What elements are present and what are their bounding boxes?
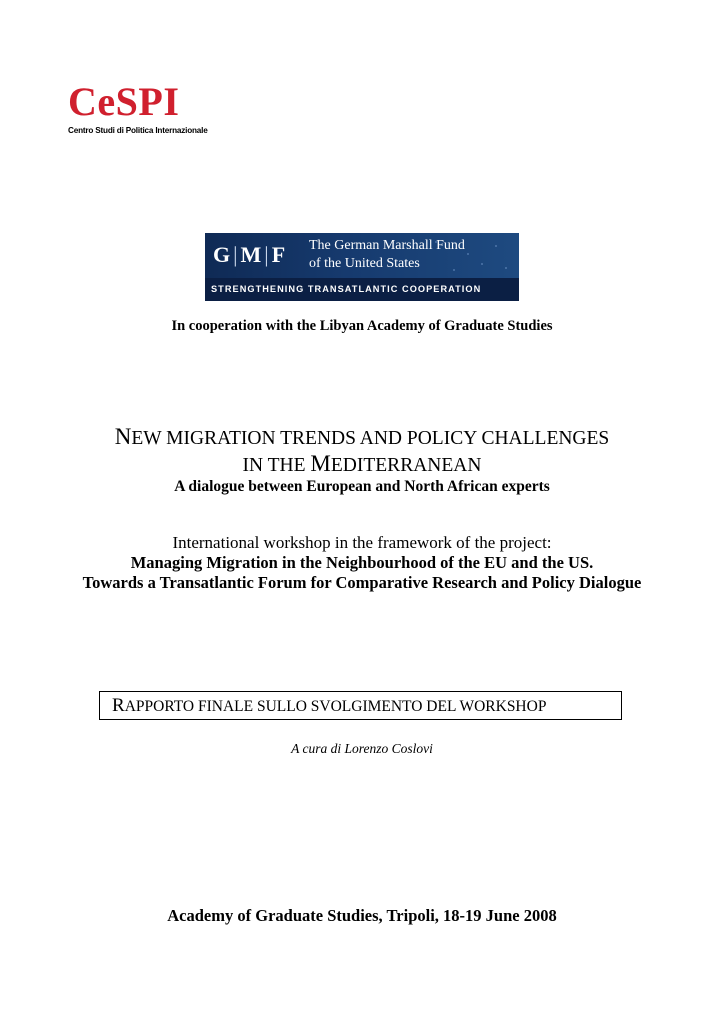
- gmf-letter-g: G: [213, 242, 231, 267]
- gmf-separator: |: [233, 242, 238, 267]
- cooperation-line: In cooperation with the Libyan Academy of Graduate Studies: [171, 318, 553, 334]
- main-title-line1-rest: EW MIGRATION TRENDS AND POLICY CHALLENGES: [131, 428, 610, 449]
- subtitle: A dialogue between European and North African experts: [174, 478, 550, 495]
- project-title-line1: Managing Migration in the Neighbourhood of the EU and the US.: [130, 553, 594, 572]
- main-title-line2-prefix: IN THE: [242, 455, 311, 476]
- report-title-rest: APPORTO FINALE SULLO SVOLGIMENTO DEL WORKSHOP: [124, 698, 547, 715]
- gmf-logo-title: [309, 237, 465, 273]
- report-title-box: [99, 691, 622, 720]
- workshop-intro: International workshop in the framework of the project:: [172, 533, 552, 552]
- gmf-logo: [205, 233, 519, 301]
- gmf-title-line1: The German Marshall Fund: [309, 238, 465, 253]
- gmf-logo-letters: [213, 242, 285, 268]
- main-title-line2-rest: EDITERRANEAN: [330, 455, 482, 476]
- main-title-initial-n: N: [114, 424, 132, 449]
- footer-venue-date: Academy of Graduate Studies, Tripoli, 18-19 June 2008: [167, 906, 557, 925]
- cespi-logo-subtitle: Centro Studi di Politica Internazionale: [68, 126, 208, 135]
- gmf-title-line2: of the United States: [309, 256, 420, 271]
- gmf-tagline-band: [205, 278, 519, 301]
- main-title-line2: [0, 451, 724, 479]
- gmf-letter-f: F: [271, 242, 286, 267]
- curator-line: A cura di Lorenzo Coslovi: [291, 741, 433, 756]
- gmf-letter-m: M: [240, 242, 262, 267]
- report-title: [112, 695, 546, 717]
- main-title-line1: [0, 424, 724, 452]
- cespi-logo-name: CeSPI: [68, 79, 180, 124]
- main-title-initial-m: M: [310, 451, 331, 476]
- cespi-logo: [68, 79, 208, 142]
- gmf-separator: |: [264, 242, 269, 267]
- gmf-tagline: STRENGTHENING TRANSATLANTIC COOPERATION: [211, 284, 482, 294]
- project-title-line2: Towards a Transatlantic Forum for Comparative Research and Policy Dialogue: [82, 573, 642, 592]
- report-title-initial: R: [112, 695, 125, 716]
